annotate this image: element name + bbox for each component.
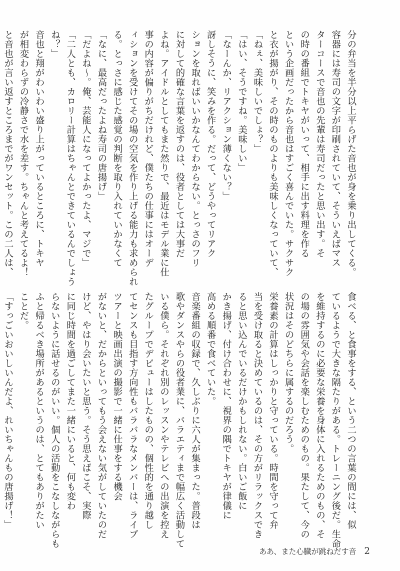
text-line: を維持するのに必要な栄養を身体に入れるためのもの、そ bbox=[313, 292, 325, 539]
text-line: 「はい、そうですね。美味しい」 bbox=[235, 30, 247, 173]
text-line: 分の弁当を半分以上平らげた音也が身を乗り出してくる。 bbox=[345, 30, 356, 277]
page-footer bbox=[259, 546, 370, 557]
text-line: に対して的確な言葉を返すのは、役者としては大事だ bbox=[173, 30, 185, 258]
text-block-lower bbox=[1, 292, 358, 549]
text-line: ィションを受けてその場の空気を作り上げる能力も求められ bbox=[126, 30, 138, 287]
text-line: ことだ。 bbox=[17, 292, 29, 330]
text-block-upper bbox=[1, 30, 358, 287]
text-line: に同じ時間を過ごしてまた一緒にいると、何も変わ bbox=[64, 292, 76, 511]
text-line: 当を受け取ると決めているのは、その方がリラックスでき bbox=[251, 292, 263, 539]
running-title: ああ、また心臓が跳ねだす音 bbox=[259, 547, 357, 556]
text-line: 訝しそうに、笑みを作る。だって、どうやってリアク bbox=[204, 30, 216, 258]
page-number: 2 bbox=[364, 547, 370, 557]
text-line: 「だよね〜。俺、芸能人になってよかったよ、マジで」 bbox=[79, 30, 91, 268]
text-line: らないように話せるのがいい。個人の活動をこなしながらも bbox=[48, 292, 60, 549]
text-line: 「すっごいおいしいんだよ、れいちゃんもの唐揚げ！」 bbox=[1, 292, 13, 530]
text-line: の時の番組でトキヤがいって、相手に出す料理を作る bbox=[298, 30, 310, 258]
text-line: 事の内容が偏りがちだけれど、僕たちの仕事にはオーデ bbox=[142, 30, 154, 268]
text-line: ションを取ればいいかなんてわからない。とっさのフリ bbox=[189, 30, 201, 268]
text-line: いる僕ら。それぞれ別のレッスンやテレビへの出演を控え bbox=[157, 292, 169, 539]
text-line: 容器には寿司の文字が印刷されていて、そういえばマス bbox=[329, 30, 341, 268]
text-line: と音也が言い返すところまでがワンセット。この二人は、 bbox=[1, 30, 13, 277]
text-line: てセンスも目指す方向性もバラバラなメンバーは、ライブ bbox=[126, 292, 138, 539]
text-line: が相変わらずの冷静さで水を差す。ちゃんと考えてるよ！ bbox=[17, 30, 29, 277]
text-line: 「二人とも、カロリー計算はちゃんとできているんでしょう bbox=[64, 30, 76, 287]
text-line: けど、やはり会いたいと思う。そう思えばこそ、実際 bbox=[79, 292, 91, 520]
text-line: という企画だったから音也はすごく喜んでいた。サクサク bbox=[282, 30, 294, 277]
text-line: たグループでデビューはしたものの、個性的を通り越し bbox=[142, 292, 154, 530]
text-line: ツアーと映画出演の撮影で一緒に仕事をする機会 bbox=[111, 292, 123, 501]
text-line: 食べる、と食事をする、という二つの言葉の間には、似 bbox=[345, 292, 356, 530]
text-line: ターコースで音也の先輩は寿司だったと思い出す。そ bbox=[313, 30, 325, 258]
text-line: 「なに、最高だったよね寿司の唐揚げ」 bbox=[95, 30, 107, 201]
text-line: 高める順番で食べていた。 bbox=[204, 292, 216, 406]
text-line: 状況はそのどちらに属するのだろう。 bbox=[282, 292, 294, 454]
text-line: 歌やダンスやらの役者業に、バラエティまで幅広く活動して bbox=[173, 292, 185, 549]
text-line: の場の雰囲気や会話を楽しむためのもの。果たして、今の bbox=[298, 292, 310, 539]
text-line: 「ねぇ、美味しいでしょ？」 bbox=[251, 30, 263, 154]
text-line: 「なーんか、リアクション薄くない？」 bbox=[220, 30, 232, 201]
text-line: ふと帰るべき場所があるというのは、とてもありがたい bbox=[33, 292, 45, 530]
text-line: 栄養素の計算はしっかりと守っている。時間を守って弁 bbox=[267, 292, 279, 530]
text-line: ているようで大きな隔たりがある。トレーニング後だ。生命 bbox=[329, 292, 341, 549]
text-line: ると思い込んでいるだけかもしれない。白いご飯に bbox=[235, 292, 247, 511]
text-line: る。とっさに感じた感覚の判断を取り入れていかなくて bbox=[111, 30, 123, 268]
text-line: と衣が揚がり、その時のものよりも美味しくなっていて、 bbox=[267, 30, 279, 277]
text-line: がないと、だからといってもう会えない気がしていたのだ bbox=[95, 292, 107, 539]
text-line: 音楽番組の収録で、久しぶりに六人が集まった。普段は bbox=[189, 292, 201, 530]
text-line: ね？」 bbox=[48, 30, 60, 59]
text-line: よね。アイドルとしてもまた然りで、最近はモデル業に仕 bbox=[157, 30, 169, 277]
text-line: 音也と翔がわいわい盛り上がっているところに、トキヤ bbox=[33, 30, 45, 268]
text-line: かき揚げ、付け合わせに、視界の隅でトキヤが律儀に bbox=[220, 292, 232, 520]
